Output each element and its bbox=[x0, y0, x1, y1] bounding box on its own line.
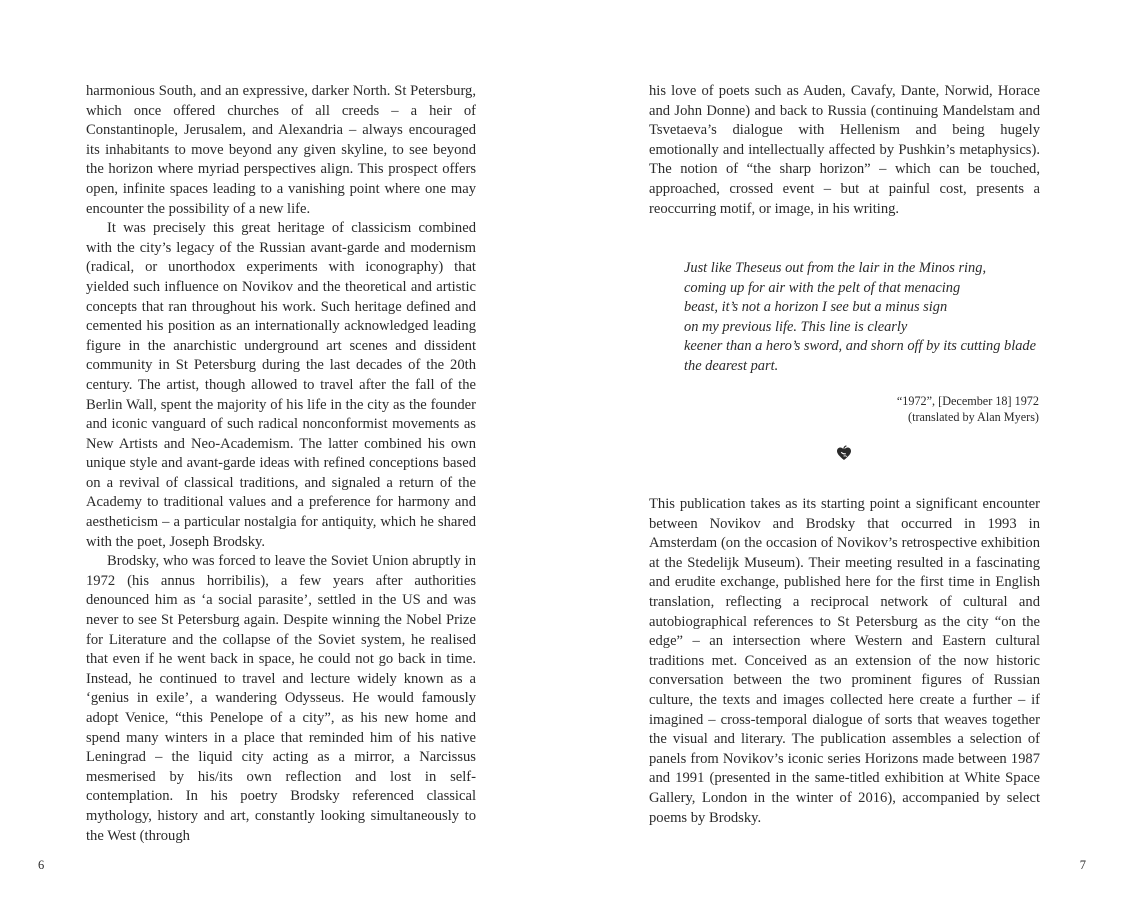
poem-attribution bbox=[897, 394, 1039, 425]
body-paragraph: his love of poets such as Auden, Cavafy, Dante, Norwid, Horace and John Donne) and back to Russia (continuing Mandelstam and Tsvetaeva’s dialogue with Hellenism and being hugely emotionally and intellectually affected by Pushkin’s metaphysics). The notion of “the sharp horizon” – which can be touched, approached, crossed event – but at painful cost, presents a reoccurring motif, or image, in his writing. bbox=[649, 83, 1040, 217]
poem-line: the dearest part. bbox=[684, 357, 779, 374]
fleuron-heart-icon bbox=[835, 444, 853, 462]
poem-line: Just like Theseus out from the lair in the Minos ring, bbox=[684, 260, 987, 276]
attribution-title: “1972”, [December 18] 1972 bbox=[896, 394, 1039, 408]
fleuron-heart-icon-graphic bbox=[835, 444, 853, 462]
poem-line: keener than a hero’s sword, and shorn off by its cutting blade bbox=[684, 338, 1037, 355]
poem-line: coming up for air with the pelt of that menacing bbox=[684, 279, 961, 296]
right-page bbox=[563, 0, 1125, 908]
poem-line: beast, it’s not a horizon I see but a minus sign bbox=[684, 299, 948, 316]
left-page bbox=[0, 0, 562, 908]
poem-line: on my previous life. This line is clearly bbox=[684, 318, 908, 335]
left-body-text bbox=[86, 82, 476, 846]
body-paragraph: It was precisely this great heritage of classicism combined with the city’s legacy of the Russian avant-garde and modernism (radical, or unorthodox experiments with iconography) that yielded such influence on Novikov and the theoretical and artistic concepts that ran throughout his work. Such heritage defined and cemented his position as an internationally acknowledged leading figure in the anarchistic underground art scenes and dissident community in St Petersburg during the last decades of the 20th century. The artist, though allowed to travel after the fall of the Berlin Wall, spent the majority of his life in the city as the founder and iconic vanguard of such radical nonconformist movements as New Artists and Neo-Academism. The latter combined his own unique style and avant-garde ideas with refined conceptions based on a revival of classical traditions, and signaled a return of the Academy to traditional values and a preference for harmony and aestheticism – a particular nostalgia for antiquity, which he shared with the poet, Joseph Brodsky. bbox=[86, 220, 476, 550]
poem-quote bbox=[684, 259, 1044, 377]
page-number: 7 bbox=[1079, 858, 1086, 872]
page-number: 6 bbox=[38, 858, 45, 872]
body-paragraph: Brodsky, who was forced to leave the Soviet Union abruptly in 1972 (his annus horribilis), a few years after authorities denounced him as ‘a social parasite’, settled in the US and was never to see St Petersburg again. Despite winning the Nobel Prize for Literature and the collapse of the Soviet system, he realised that even if he went back in space, he could not go back in time. Instead, he continued to travel and lecture widely known as a ‘genius in exile’, a wandering Odysseus. He would famously adopt Venice, “this Penelope of a city”, as his new home and spend many winters in a place that reminded him of his native Leningrad – the liquid city acting as a mirror, a Narcissus mesmerised by his/its own reflection and lost in self-contemplation. In his poetry Brodsky referenced classical mythology, history and art, constantly looking simultaneously to the West (through bbox=[86, 553, 476, 844]
right-body-text-bottom bbox=[649, 495, 1040, 828]
body-paragraph: harmonious South, and an expressive, darker North. St Petersburg, which once offered churches of all creeds – a heir of Constantinople, Jerusalem, and Alexandria – always encouraged its inhabitants to move beyond any given skyline, to see beyond the horizon where myriad perspectives align. This prospect offers open, infinite spaces leading to a vanishing point where one may encounter the possibility of a new life. bbox=[86, 83, 476, 217]
attribution-translator: (translated by Alan Myers) bbox=[908, 409, 1039, 424]
right-body-text-top bbox=[649, 82, 1040, 219]
body-paragraph: This publication takes as its starting point a significant encounter between Novikov and Brodsky that occurred in 1993 in Amsterdam (on the occasion of Novikov’s retrospective exhibition at the Stedelijk Museum). Their meeting resulted in a fascinating and erudite exchange, published here for the first time in English translation, reflecting a reciprocal network of cultural and autobiographical references to St Petersburg as the city “on the edge” – an intersection where Western and Eastern cultural traditions met. Conceived as an extension of the now historic conversation between the two prominent figures of Russian culture, the texts and images collected here create a further – if imagined – cross-temporal dialogue of sorts that weaves together the visual and literary. The publication assembles a selection of panels from Novikov’s iconic series Horizons made between 1987 and 1991 (presented in the same-titled exhibition at White Space Gallery, London in the winter of 2016), accompanied by select poems by Brodsky. bbox=[649, 496, 1040, 826]
